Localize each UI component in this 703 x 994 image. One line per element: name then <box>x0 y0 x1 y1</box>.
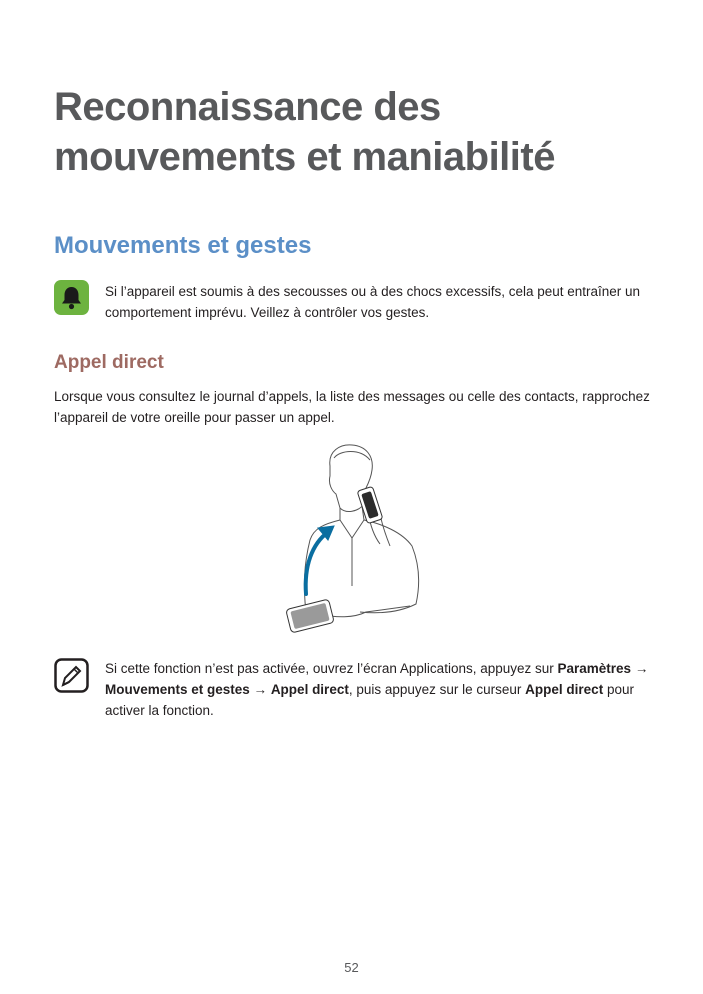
note-bold-direct-call: Appel direct <box>270 682 349 697</box>
note-bold-settings: Paramètres <box>557 661 632 676</box>
person-phone-illustration <box>270 436 440 646</box>
body-paragraph: Lorsque vous consultez le journal d’appels, la liste des messages ou celle des contacts, rapprochez l’appareil de votre oreille pour passer un appel. <box>54 389 650 425</box>
caution-text: Si l’appareil est soumis à des secousses ou à des chocs excessifs, cela peut entraîner un comportement imprévu. Veillez à contrôler vos gestes. <box>105 284 641 320</box>
note-text-part2: , puis appuyez sur le curseur <box>348 682 526 697</box>
note-arrow-2: → <box>249 682 271 697</box>
note-bold-direct-call-switch: Appel direct <box>525 682 604 697</box>
bell-icon <box>54 280 89 315</box>
page-title <box>54 82 555 182</box>
page-title-line2: mouvements et maniabilité <box>54 135 555 179</box>
note-pencil-icon <box>54 658 89 693</box>
section-title: Mouvements et gestes <box>54 232 312 259</box>
page-number: 52 <box>344 960 359 975</box>
note-text <box>105 658 665 721</box>
note-text-part3: pour activer la fonction. <box>105 682 634 718</box>
page-title-line1: Reconnaissance des <box>54 85 441 129</box>
note-bold-motions: Mouvements et gestes <box>105 682 250 697</box>
note-arrow-1: → <box>631 661 649 676</box>
note-text-part1: Si cette fonction n’est pas activée, ouvrez l’écran Applications, appuyez sur <box>105 661 558 676</box>
subsection-title: Appel direct <box>54 352 164 373</box>
